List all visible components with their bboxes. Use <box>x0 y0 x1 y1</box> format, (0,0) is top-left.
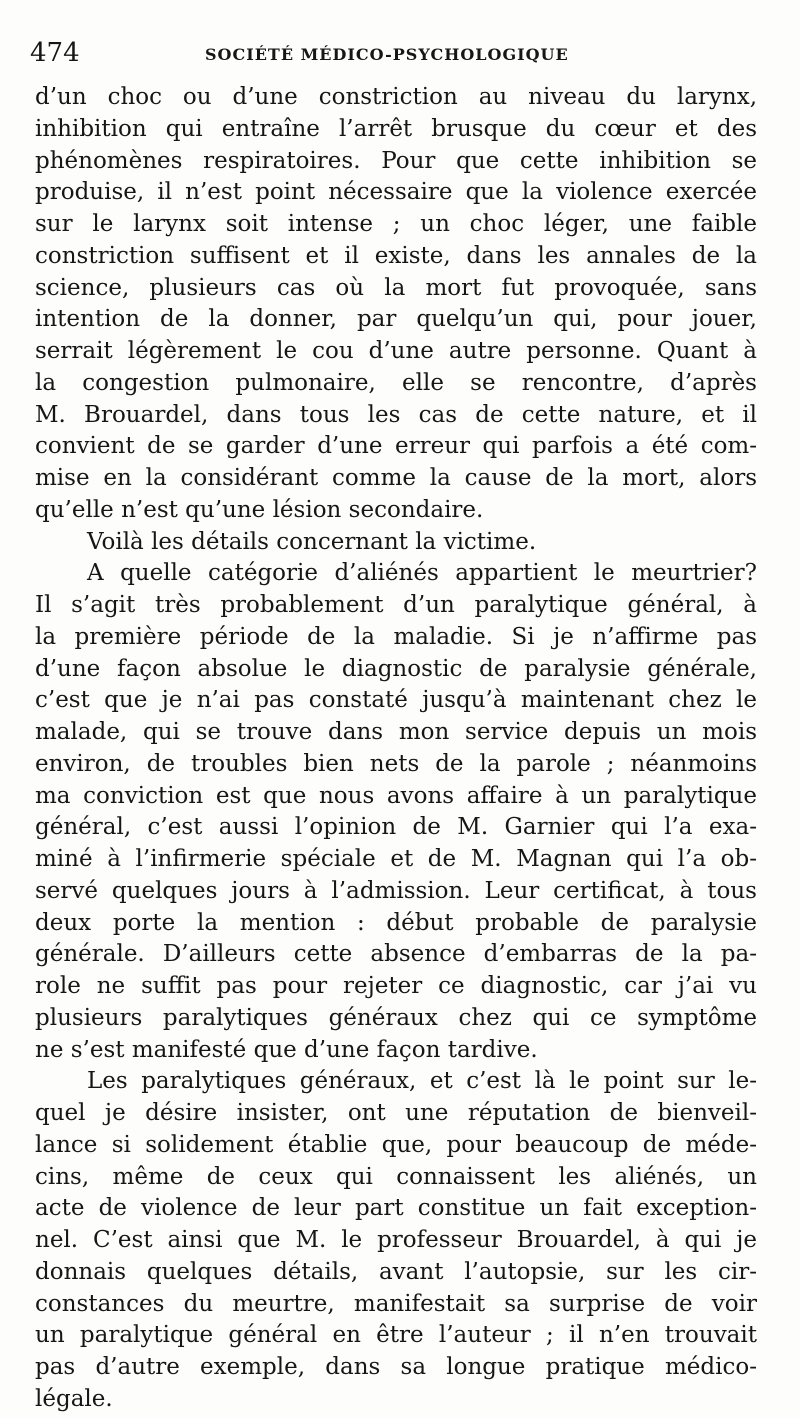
text-line: Il s’agit très probablement d’un paralytique général, à <box>35 592 757 618</box>
text-line: c’est que je n’ai pas constaté jusqu’à maintenant chez le <box>35 687 757 714</box>
text-line: A quelle catégorie d’aliénés appartient le meurtrier? <box>87 560 757 587</box>
text-line: la première période de la maladie. Si je n’affirme pas <box>35 623 757 650</box>
running-head: SOCIÉTÉ MÉDICO-PSYCHOLOGIQUE <box>205 45 569 64</box>
text-line: donnais quelques détails, avant l’autopsie, sur les cir- <box>35 1258 757 1285</box>
paragraph <box>35 82 757 527</box>
text-line: un paralytique général en être l’auteur ; il n’en trouvait <box>35 1322 757 1349</box>
text-line: deux porte la mention : début probable de paralysie <box>35 909 757 936</box>
text-line: science, plusieurs cas où la mort fut provoquée, sans <box>35 274 757 301</box>
text-line: serrait légèrement le cou d’une autre personne. Quant à <box>35 338 757 364</box>
text-line: intention de la donner, par quelqu’un qui, pour jouer, <box>35 306 757 333</box>
text-line: role ne suffit pas pour rejeter ce diagnostic, car j’ai vu <box>35 973 757 999</box>
text-line: mise en la considérant comme la cause de la mort, alors <box>35 465 757 491</box>
body-text <box>35 82 757 1416</box>
text-line: inhibition qui entraîne l’arrêt brusque du cœur et des <box>35 115 757 142</box>
paragraph <box>35 1066 757 1415</box>
text-line: d’un choc ou d’une constriction au niveau du larynx, <box>35 84 757 110</box>
text-line: général, c’est aussi l’opinion de M. Garnier qui l’a exa- <box>35 814 757 841</box>
paragraph <box>35 527 757 559</box>
text-line: environ, de troubles bien nets de la parole ; néanmoins <box>35 750 757 777</box>
text-line: nel. C’est ainsi que M. le professeur Brouardel, à qui je <box>35 1227 757 1253</box>
page-number: 474 <box>30 38 80 68</box>
text-line: ma conviction est que nous avons affaire à un paralytique <box>35 782 757 809</box>
text-line: la congestion pulmonaire, elle se rencontre, d’après <box>35 369 757 396</box>
text-line: servé quelques jours à l’admission. Leur certificat, à tous <box>35 877 757 904</box>
text-line: malade, qui se trouve dans mon service depuis un mois <box>35 719 757 745</box>
text-line: cins, même de ceux qui connaissent les aliénés, un <box>35 1163 757 1190</box>
paragraph <box>35 558 757 1066</box>
text-line: légale. <box>35 1385 113 1412</box>
text-line: Les paralytiques généraux, et c’est là le point sur le- <box>87 1068 757 1095</box>
text-line: acte de violence de leur part constitue un fait exception- <box>35 1195 757 1222</box>
text-line: pas d’autre exemple, dans sa longue pratique médico- <box>35 1354 757 1380</box>
text-line: phénomènes respiratoires. Pour que cette inhibition se <box>35 147 757 174</box>
text-line: produise, il n’est point nécessaire que la violence exercée <box>35 179 757 206</box>
text-line: constriction suffisent et il existe, dans les annales de la <box>35 242 757 269</box>
text-line: lance si solidement établie que, pour beaucoup de méde- <box>35 1131 757 1158</box>
text-line: M. Brouardel, dans tous les cas de cette nature, et il <box>35 401 757 428</box>
text-line: générale. D’ailleurs cette absence d’embarras de la pa- <box>35 941 757 968</box>
text-line: quel je désire insister, ont une réputation de bienveil- <box>35 1100 757 1126</box>
text-line: convient de se garder d’une erreur qui parfois a été com- <box>35 433 757 460</box>
text-line: miné à l’infirmerie spéciale et de M. Magnan qui l’a ob- <box>35 846 757 872</box>
text-line: d’une façon absolue le diagnostic de paralysie générale, <box>35 655 757 682</box>
text-line: constances du meurtre, manifestait sa surprise de voir <box>35 1290 757 1317</box>
text-line: qu’elle n’est qu’une lésion secondaire. <box>35 496 484 523</box>
text-line: ne s’est manifesté que d’une façon tardive. <box>35 1036 538 1063</box>
text-line: Voilà les détails concernant la victime. <box>87 528 537 555</box>
page-header <box>30 38 770 72</box>
text-line: plusieurs paralytiques généraux chez qui ce symptôme <box>35 1004 757 1031</box>
text-line: sur le larynx soit intense ; un choc léger, une faible <box>35 211 757 237</box>
